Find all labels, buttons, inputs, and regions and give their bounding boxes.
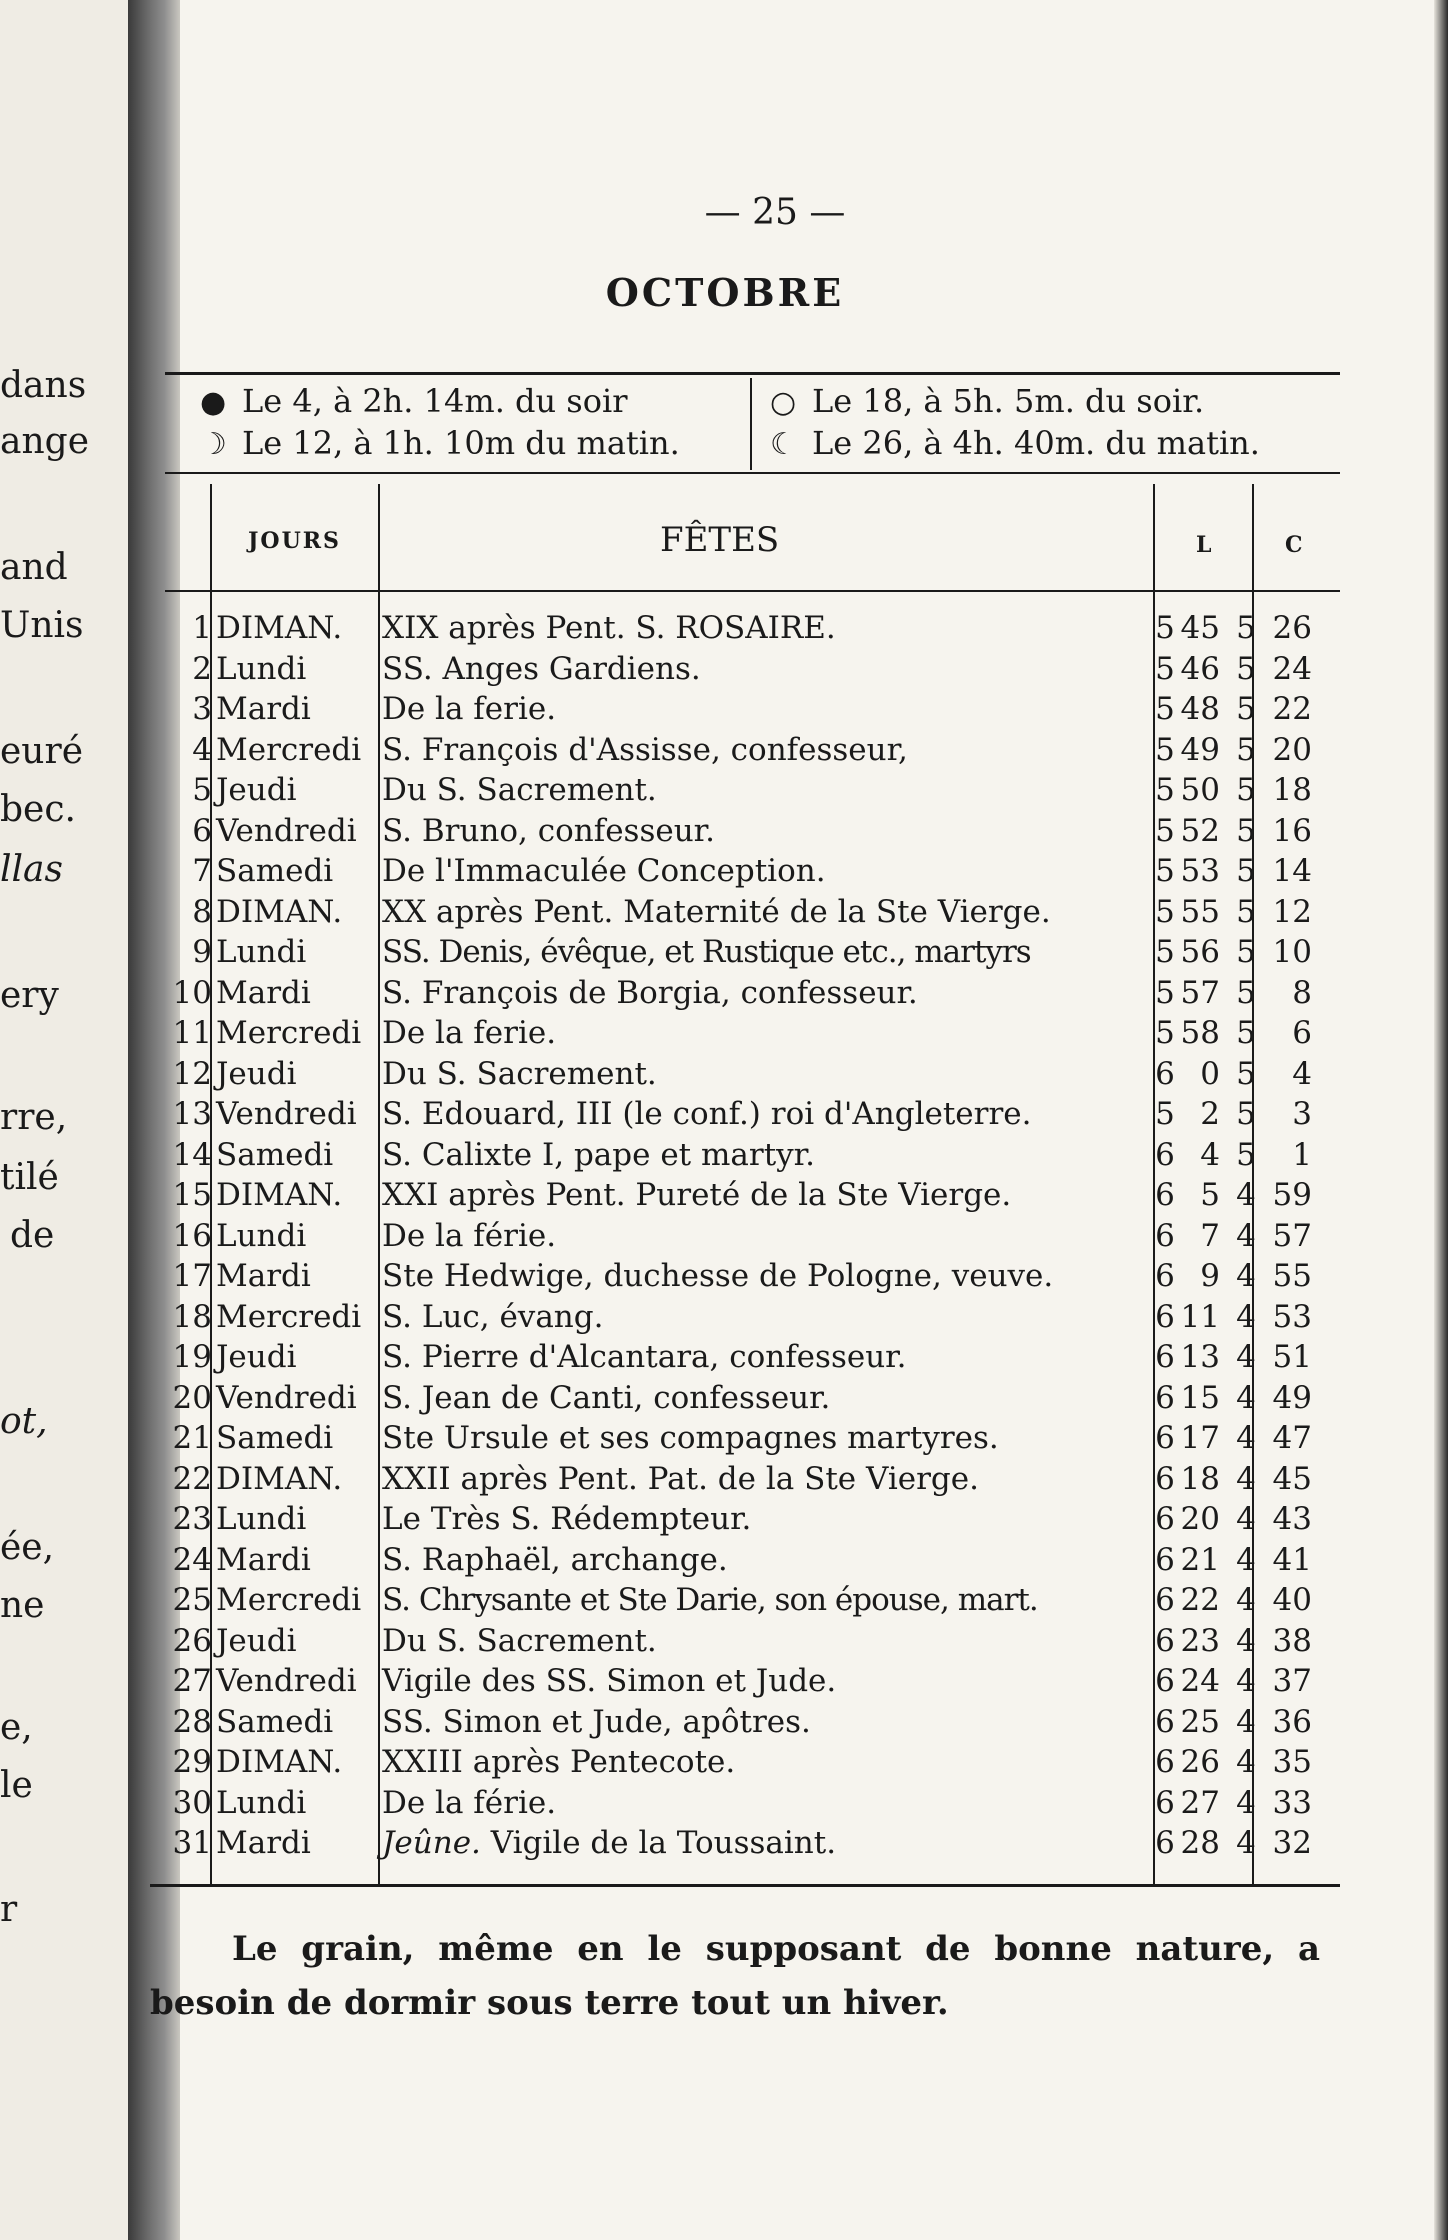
sunrise-hour: 6 — [1155, 1055, 1175, 1092]
moon-separator — [750, 378, 752, 470]
sunrise-hour: 5 — [1155, 893, 1175, 930]
sunset-minute: 32 — [1272, 1825, 1312, 1861]
weekday: Jeudi — [216, 772, 297, 808]
sunrise-hour: 5 — [1155, 853, 1175, 889]
day-number: 6 — [192, 812, 212, 849]
sunset-minute: 33 — [1272, 1784, 1312, 1821]
day-number: 25 — [172, 1582, 212, 1618]
sunrise-hour: 5 — [1155, 610, 1175, 646]
feast: S. François d'Assisse, confesseur, — [382, 731, 908, 768]
sunset-minute: 53 — [1272, 1298, 1312, 1335]
table-row — [160, 1094, 1340, 1135]
feast: S. Luc, évang. — [382, 1298, 604, 1335]
table-row — [160, 1378, 1340, 1419]
day-number: 8 — [192, 893, 212, 930]
feast: S. Calixte I, pape et martyr. — [382, 1136, 815, 1173]
prev-page-word: euré — [0, 731, 84, 772]
table-row — [160, 1013, 1340, 1054]
sunrise-hour: 6 — [1155, 1177, 1175, 1213]
day-number: 19 — [172, 1339, 212, 1375]
table-row — [160, 973, 1340, 1014]
feast: XX après Pent. Maternité de la Ste Vierge. — [382, 893, 1051, 930]
table-row — [160, 1459, 1340, 1500]
weekday: Vendredi — [216, 812, 357, 849]
sunset-hour: 4 — [1236, 1258, 1256, 1294]
moon-phase-text: Le 18, à 5h. 5m. du soir. — [812, 382, 1205, 420]
feast: XIX après Pent. S. ROSAIRE. — [382, 610, 836, 646]
sunset-minute: 4 — [1292, 1055, 1312, 1092]
day-number: 10 — [172, 974, 212, 1011]
weekday: Mercredi — [216, 731, 362, 768]
weekday: Mercredi — [216, 1015, 362, 1051]
sunrise-hour: 6 — [1155, 1258, 1175, 1294]
moon-phase-text: Le 4, à 2h. 14m. du soir — [242, 382, 628, 420]
feast: S. Bruno, confesseur. — [382, 812, 715, 849]
sunset-hour: 4 — [1236, 1460, 1256, 1497]
day-number: 27 — [172, 1663, 212, 1699]
feast: S. Chrysante et Ste Darie, son épouse, mart. — [382, 1582, 1038, 1618]
sunset-minute: 20 — [1272, 731, 1312, 768]
feast: XXI après Pent. Pureté de la Ste Vierge. — [382, 1177, 1012, 1213]
sunrise-hour: 5 — [1155, 1015, 1175, 1051]
sunrise-hour: 6 — [1155, 1582, 1175, 1618]
month-title: OCTOBRE — [605, 270, 845, 315]
sunrise-minute: 50 — [1180, 772, 1220, 808]
sunrise-hour: 5 — [1155, 772, 1175, 808]
sunrise-hour: 6 — [1155, 1784, 1175, 1821]
prev-page-word: ot, — [0, 1401, 48, 1442]
weekday: Mardi — [216, 974, 311, 1011]
day-number: 28 — [172, 1703, 212, 1740]
sunrise-minute: 9 — [1200, 1258, 1220, 1294]
sunrise-minute: 58 — [1180, 1015, 1220, 1051]
sunset-minute: 41 — [1272, 1541, 1312, 1578]
sunset-hour: 5 — [1236, 610, 1256, 646]
day-number: 30 — [172, 1784, 212, 1821]
sunset-hour: 5 — [1236, 1015, 1256, 1051]
day-number: 16 — [172, 1217, 212, 1254]
sunset-minute: 59 — [1272, 1177, 1312, 1213]
feast: SS. Anges Gardiens. — [382, 650, 701, 687]
feast: SS. Denis, évêque, et Rustique etc., martyrs — [382, 934, 1031, 970]
sunset-hour: 5 — [1236, 853, 1256, 889]
header-bottom-rule — [165, 590, 1340, 592]
sunset-minute: 6 — [1292, 1015, 1312, 1051]
feast: De la ferie. — [382, 691, 557, 727]
table-row — [160, 1337, 1340, 1378]
feast: Du S. Sacrement. — [382, 1055, 657, 1092]
prev-page-word: ange — [0, 421, 89, 462]
sunset-hour: 4 — [1236, 1622, 1256, 1659]
sunrise-minute: 4 — [1200, 1136, 1220, 1173]
weekday: Mardi — [216, 1258, 311, 1294]
previous-page-fragment — [0, 0, 130, 2240]
table-row — [160, 1054, 1340, 1095]
weekday: Lundi — [216, 1784, 307, 1821]
sunrise-hour: 6 — [1155, 1339, 1175, 1375]
day-number: 26 — [172, 1622, 212, 1659]
day-number: 23 — [172, 1501, 212, 1537]
weekday: Samedi — [216, 1136, 334, 1173]
sunrise-minute: 21 — [1180, 1541, 1220, 1578]
sunrise-minute: 49 — [1180, 731, 1220, 768]
page-edge — [1434, 0, 1448, 2240]
moon-phase-4 — [770, 424, 1260, 462]
sunrise-hour: 6 — [1155, 1541, 1175, 1578]
table-row — [160, 730, 1340, 771]
sunset-hour: 4 — [1236, 1298, 1256, 1335]
sunrise-minute: 18 — [1180, 1460, 1220, 1497]
weekday: Jeudi — [216, 1622, 297, 1659]
sunrise-minute: 15 — [1180, 1379, 1220, 1416]
weekday: Mardi — [216, 1825, 311, 1861]
day-number: 14 — [172, 1136, 212, 1173]
table-row — [160, 649, 1340, 690]
sunset-minute: 40 — [1272, 1582, 1312, 1618]
table-row — [160, 1783, 1340, 1824]
table-row — [160, 1297, 1340, 1338]
moon-phase-3 — [770, 382, 1204, 420]
day-number: 29 — [172, 1744, 212, 1780]
weekday: Lundi — [216, 1217, 307, 1254]
weekday: DIMAN. — [216, 893, 343, 930]
sunset-hour: 4 — [1236, 1663, 1256, 1699]
feast: De la ferie. — [382, 1015, 557, 1051]
feast: XXIII après Pentecote. — [382, 1744, 736, 1780]
table-row — [160, 1621, 1340, 1662]
prev-page-word: tilé — [0, 1157, 59, 1198]
sunrise-minute: 56 — [1180, 934, 1220, 970]
full-moon-icon: ○ — [770, 385, 797, 420]
feast-emphasis: Jeûne. — [382, 1825, 481, 1861]
sunrise-minute: 52 — [1180, 812, 1220, 849]
sunset-minute: 35 — [1272, 1744, 1312, 1780]
moon-phase-2 — [200, 424, 680, 462]
day-number: 21 — [172, 1420, 212, 1456]
sunrise-minute: 57 — [1180, 974, 1220, 1011]
sunset-hour: 5 — [1236, 1096, 1256, 1132]
day-number: 17 — [172, 1258, 212, 1294]
sunset-minute: 8 — [1292, 974, 1312, 1011]
sunrise-minute: 0 — [1200, 1055, 1220, 1092]
feast: De la férie. — [382, 1217, 557, 1254]
sunset-minute: 55 — [1272, 1258, 1312, 1294]
sunrise-hour: 6 — [1155, 1217, 1175, 1254]
sunset-minute: 57 — [1272, 1217, 1312, 1254]
sunset-hour: 4 — [1236, 1541, 1256, 1578]
sunset-minute: 16 — [1272, 812, 1312, 849]
sunrise-minute: 25 — [1180, 1703, 1220, 1740]
sunset-hour: 4 — [1236, 1744, 1256, 1780]
day-number: 20 — [172, 1379, 212, 1416]
feast: Vigile des SS. Simon et Jude. — [382, 1663, 837, 1699]
day-number: 7 — [192, 853, 212, 889]
weekday: Vendredi — [216, 1096, 357, 1132]
page-number: — 25 — — [704, 192, 846, 233]
sunrise-minute: 24 — [1180, 1663, 1220, 1699]
feast: Ste Hedwige, duchesse de Pologne, veuve. — [382, 1258, 1054, 1294]
sunrise-hour: 6 — [1155, 1420, 1175, 1456]
sunrise-hour: 5 — [1155, 731, 1175, 768]
feast-text: Vigile de la Toussaint. — [490, 1825, 837, 1861]
sunset-minute: 3 — [1292, 1096, 1312, 1132]
weekday: Mercredi — [216, 1582, 362, 1618]
table-row — [160, 851, 1340, 892]
sunset-hour: 5 — [1236, 812, 1256, 849]
prev-page-word: ée, — [0, 1527, 55, 1568]
table-row — [160, 1216, 1340, 1257]
sunrise-minute: 26 — [1180, 1744, 1220, 1780]
sunrise-minute: 28 — [1180, 1825, 1220, 1861]
weekday: DIMAN. — [216, 1177, 343, 1213]
prev-page-word: bec. — [0, 789, 76, 830]
table-row — [160, 1175, 1340, 1216]
sunset-minute: 1 — [1292, 1136, 1312, 1173]
prev-page-word: e, — [0, 1707, 33, 1748]
sunrise-minute: 17 — [1180, 1420, 1220, 1456]
feast: Du S. Sacrement. — [382, 1622, 657, 1659]
sunrise-hour: 6 — [1155, 1136, 1175, 1173]
prev-page-word: rre, — [0, 1097, 68, 1138]
last-quarter-icon: ☾ — [770, 427, 797, 462]
sunset-hour: 5 — [1236, 772, 1256, 808]
sunrise-hour: 6 — [1155, 1825, 1175, 1861]
weekday: Vendredi — [216, 1663, 357, 1699]
day-number: 2 — [192, 650, 212, 687]
sunset-hour: 4 — [1236, 1420, 1256, 1456]
almanac-page — [150, 0, 1360, 2240]
weekday: Lundi — [216, 650, 307, 687]
sunset-hour: 5 — [1236, 1055, 1256, 1092]
day-number: 31 — [172, 1825, 212, 1861]
weekday: Jeudi — [216, 1055, 297, 1092]
sunrise-hour: 6 — [1155, 1663, 1175, 1699]
first-quarter-icon: ☽ — [200, 427, 227, 462]
sunrise-minute: 46 — [1180, 650, 1220, 687]
sunset-hour: 4 — [1236, 1703, 1256, 1740]
table-row — [160, 932, 1340, 973]
sunset-minute: 38 — [1272, 1622, 1312, 1659]
sunrise-hour: 6 — [1155, 1622, 1175, 1659]
table-row — [160, 1256, 1340, 1297]
sunset-minute: 51 — [1272, 1339, 1312, 1375]
day-number: 13 — [172, 1096, 212, 1132]
sunset-minute: 36 — [1272, 1703, 1312, 1740]
day-number: 3 — [192, 691, 212, 727]
sunrise-minute: 23 — [1180, 1622, 1220, 1659]
feast: Du S. Sacrement. — [382, 772, 657, 808]
feast: XXII après Pent. Pat. de la Ste Vierge. — [382, 1460, 979, 1497]
sunset-minute: 10 — [1272, 934, 1312, 970]
weekday: Jeudi — [216, 1339, 297, 1375]
sunrise-minute: 48 — [1180, 691, 1220, 727]
prev-page-word: and — [0, 547, 68, 588]
sunrise-hour: 6 — [1155, 1744, 1175, 1780]
sunset-hour: 5 — [1236, 974, 1256, 1011]
sunset-hour: 4 — [1236, 1582, 1256, 1618]
weekday: Samedi — [216, 1703, 334, 1740]
sunset-minute: 43 — [1272, 1501, 1312, 1537]
table-row — [160, 1702, 1340, 1743]
sunrise-minute: 5 — [1200, 1177, 1220, 1213]
sunset-hour: 5 — [1236, 691, 1256, 727]
weekday: Samedi — [216, 853, 334, 889]
prev-page-word: r — [0, 1889, 18, 1930]
prev-page-word: llas — [0, 849, 63, 890]
top-rule — [165, 372, 1340, 375]
day-number: 5 — [192, 772, 212, 808]
sunset-hour: 5 — [1236, 731, 1256, 768]
feast: Ste Ursule et ses compagnes martyres. — [382, 1420, 999, 1456]
table-row — [160, 811, 1340, 852]
sunrise-hour: 6 — [1155, 1379, 1175, 1416]
table-row — [160, 1540, 1340, 1581]
sunrise-minute: 7 — [1200, 1217, 1220, 1254]
sunset-hour: 5 — [1236, 934, 1256, 970]
sunrise-hour: 6 — [1155, 1703, 1175, 1740]
weekday: Lundi — [216, 934, 307, 970]
sunrise-minute: 27 — [1180, 1784, 1220, 1821]
feast: S. Raphaël, archange. — [382, 1541, 728, 1578]
prev-page-word: le — [0, 1765, 33, 1806]
sunset-minute: 24 — [1272, 650, 1312, 687]
sunrise-hour: 5 — [1155, 1096, 1175, 1132]
sunset-minute: 45 — [1272, 1460, 1312, 1497]
table-row — [160, 1742, 1340, 1783]
sunrise-minute: 22 — [1180, 1582, 1220, 1618]
feast: De la férie. — [382, 1784, 557, 1821]
feast: SS. Simon et Jude, apôtres. — [382, 1703, 811, 1740]
weekday: Mardi — [216, 691, 311, 727]
prev-page-word: ery — [0, 975, 59, 1016]
weekday: Mercredi — [216, 1298, 362, 1335]
day-number: 9 — [192, 934, 212, 970]
table-bottom-rule — [150, 1884, 1340, 1887]
moon-phase-text: Le 26, à 4h. 40m. du matin. — [812, 424, 1260, 462]
new-moon-icon: ● — [200, 385, 227, 420]
sunset-hour: 4 — [1236, 1339, 1256, 1375]
sunrise-minute: 13 — [1180, 1339, 1220, 1375]
table-row — [160, 1823, 1340, 1864]
sunset-hour: 4 — [1236, 1379, 1256, 1416]
moon-phase-text: Le 12, à 1h. 10m du matin. — [242, 424, 680, 462]
header-lever: L — [1196, 532, 1212, 558]
sunrise-hour: 5 — [1155, 974, 1175, 1011]
feast: S. Edouard, III (le conf.) roi d'Angleterre. — [382, 1096, 1032, 1132]
sunrise-hour: 5 — [1155, 650, 1175, 687]
sunset-hour: 4 — [1236, 1177, 1256, 1213]
prev-page-word: Unis — [0, 605, 84, 646]
day-number: 11 — [172, 1015, 212, 1051]
sunset-hour: 4 — [1236, 1825, 1256, 1861]
day-number: 12 — [172, 1055, 212, 1092]
sunrise-minute: 2 — [1200, 1096, 1220, 1132]
sunset-minute: 37 — [1272, 1663, 1312, 1699]
sunrise-hour: 6 — [1155, 1298, 1175, 1335]
table-row — [160, 1499, 1340, 1540]
sunset-hour: 5 — [1236, 650, 1256, 687]
sunrise-hour: 5 — [1155, 812, 1175, 849]
weekday: Samedi — [216, 1420, 334, 1456]
prev-page-word: de — [10, 1215, 55, 1256]
sunset-minute: 18 — [1272, 772, 1312, 808]
day-number: 1 — [192, 610, 212, 646]
day-number: 22 — [172, 1460, 212, 1497]
sunrise-minute: 55 — [1180, 893, 1220, 930]
weekday: Lundi — [216, 1501, 307, 1537]
day-number: 15 — [172, 1177, 212, 1213]
prev-page-word: dans — [0, 365, 87, 406]
feast: S. Jean de Canti, confesseur. — [382, 1379, 831, 1416]
table-row — [160, 1135, 1340, 1176]
table-row — [160, 1661, 1340, 1702]
day-number: 18 — [172, 1298, 212, 1335]
sunset-hour: 4 — [1236, 1217, 1256, 1254]
table-header — [160, 480, 1340, 590]
table-row — [160, 1418, 1340, 1459]
moon-phase-1 — [200, 382, 628, 420]
day-number: 24 — [172, 1541, 212, 1578]
sunrise-hour: 5 — [1155, 934, 1175, 970]
day-number: 4 — [192, 731, 212, 768]
feast: De l'Immaculée Conception. — [382, 853, 826, 889]
sunrise-minute: 11 — [1180, 1298, 1220, 1335]
sunset-minute: 49 — [1272, 1379, 1312, 1416]
sunrise-minute: 45 — [1180, 610, 1220, 646]
moon-bottom-rule — [165, 472, 1340, 474]
weekday: Mardi — [216, 1541, 311, 1578]
sunrise-hour: 6 — [1155, 1501, 1175, 1537]
proverb: Le grain, même en le supposant de bonne nature, a besoin de dormir sous terre tout un hiver. — [150, 1929, 1320, 2023]
moon-phases — [160, 378, 1340, 470]
table-row — [160, 608, 1340, 649]
sunset-hour: 5 — [1236, 1136, 1256, 1173]
header-jours: JOURS — [248, 528, 341, 554]
table-row — [160, 689, 1340, 730]
feast: S. Pierre d'Alcantara, confesseur. — [382, 1339, 907, 1375]
sunrise-hour: 5 — [1155, 691, 1175, 727]
feast: S. François de Borgia, confesseur. — [382, 974, 918, 1011]
sunset-hour: 5 — [1236, 893, 1256, 930]
header-coucher: C — [1285, 532, 1303, 558]
weekday: DIMAN. — [216, 1744, 343, 1780]
weekday: Vendredi — [216, 1379, 357, 1416]
sunset-minute: 22 — [1272, 691, 1312, 727]
weekday: DIMAN. — [216, 1460, 343, 1497]
sunset-minute: 14 — [1272, 853, 1312, 889]
table-row — [160, 1580, 1340, 1621]
sunset-minute: 12 — [1272, 893, 1312, 930]
table-row — [160, 770, 1340, 811]
sunrise-minute: 20 — [1180, 1501, 1220, 1537]
feast: Le Très S. Rédempteur. — [382, 1501, 752, 1537]
sunrise-hour: 6 — [1155, 1460, 1175, 1497]
table-row — [160, 892, 1340, 933]
sunset-minute: 47 — [1272, 1420, 1312, 1456]
weekday: DIMAN. — [216, 610, 343, 646]
prev-page-word: ne — [0, 1585, 45, 1626]
sunset-hour: 4 — [1236, 1784, 1256, 1821]
sunset-minute: 26 — [1272, 610, 1312, 646]
sunset-hour: 4 — [1236, 1501, 1256, 1537]
header-fetes: FÊTES — [660, 520, 780, 560]
sunrise-minute: 53 — [1180, 853, 1220, 889]
